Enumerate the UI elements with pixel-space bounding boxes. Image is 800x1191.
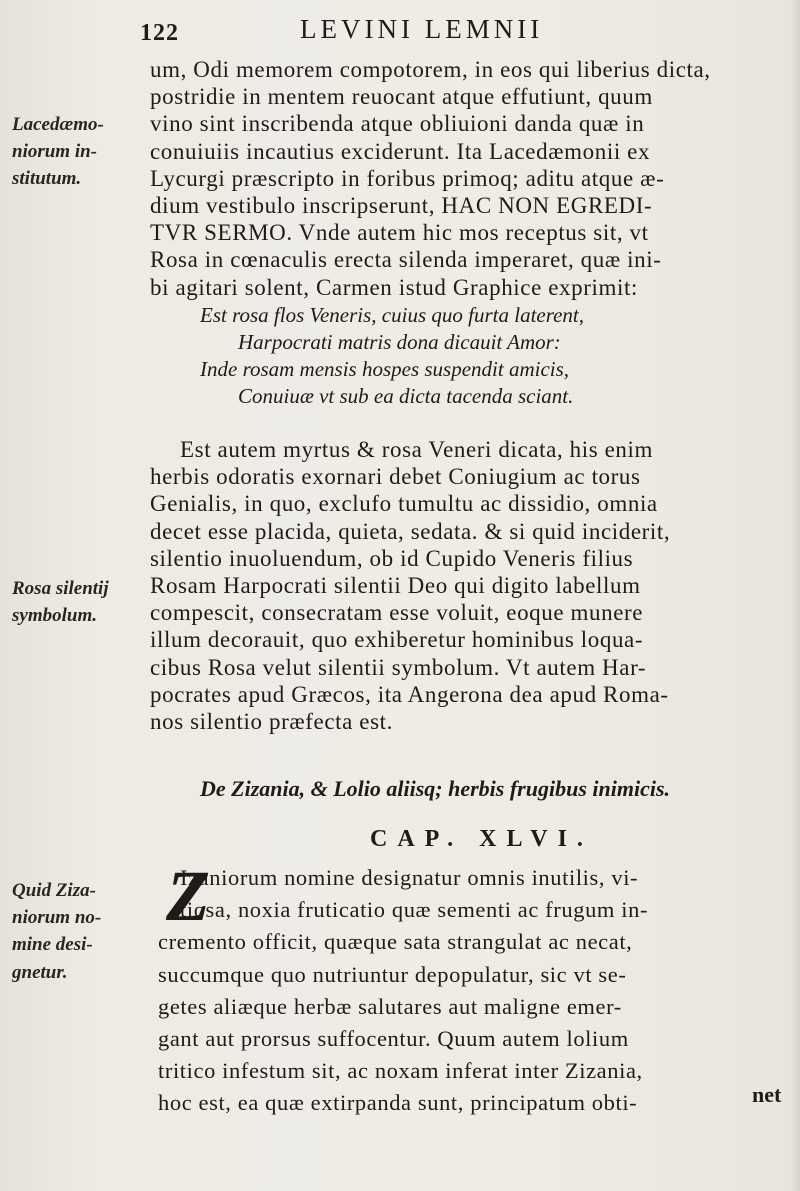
margin-note-line: stitutum. bbox=[12, 168, 82, 190]
catchword: net bbox=[752, 1082, 782, 1107]
text-line: bi agitari solent, Carmen istud Graphice exprimit: bbox=[150, 274, 638, 300]
verse-block bbox=[200, 302, 760, 410]
text-line: silentio inuoluendum, ob id Cupido Veneris filius bbox=[150, 545, 634, 571]
text-line: nos silentio præfecta est. bbox=[150, 708, 393, 734]
text-line: illum decorauit, quo exhiberetur hominibus loqua- bbox=[150, 627, 644, 653]
margin-note-line: gnetur. bbox=[12, 961, 68, 983]
text-line: um, Odi memorem compotorem, in eos qui liberius dicta, bbox=[150, 57, 711, 82]
margin-note-line: symbolum. bbox=[12, 605, 97, 627]
margin-note-line: mine desi- bbox=[12, 934, 93, 956]
margin-note-line: niorum no- bbox=[12, 907, 102, 929]
text-line: getes aliæque herbæ salutares aut maligne emer- bbox=[158, 993, 622, 1019]
drop-capital: Z bbox=[166, 856, 210, 936]
text-line: Est autem myrtus & rosa Veneri dicata, his enim bbox=[180, 437, 653, 462]
text-line: Rosam Harpocrati silentii Deo qui digito labellum bbox=[150, 572, 641, 598]
text-line: postridie in mentem reuocant atque effutiunt, quum bbox=[150, 84, 653, 110]
margin-note-lacedaemonians bbox=[12, 112, 152, 194]
verse-line: Inde rosam mensis hospes suspendit amicis, bbox=[200, 357, 570, 381]
text-line: herbis odoratis exornari debet Coniugium ac torus bbox=[150, 464, 641, 490]
margin-note-line: niorum in- bbox=[12, 141, 98, 163]
page-header bbox=[140, 14, 780, 54]
margin-note-zizania bbox=[12, 878, 152, 987]
text-line: dium vestibulo inscripserunt, HAC NON EGREDI- bbox=[150, 192, 653, 218]
text-line: tritico infestum sit, ac noxam inferat inter Zizania, bbox=[158, 1058, 643, 1084]
text-line: Genialis, in quo, exclufo tumultu ac dissidio, omnia bbox=[150, 491, 658, 517]
text-line: cibus Rosa velut silentii symbolum. Vt autem Har- bbox=[150, 654, 647, 680]
text-line: Rosa in cœnaculis erecta silenda imperaret, quæ ini- bbox=[150, 247, 662, 273]
text-line: cremento officit, quæque sata strangulat ac necat, bbox=[158, 929, 633, 955]
margin-note-line: Rosa silentij bbox=[12, 578, 109, 599]
text-line: Izaniorum nomine designatur omnis inutilis, vi- bbox=[180, 865, 639, 890]
paragraph-2 bbox=[150, 436, 780, 735]
text-line: vino sint inscribenda atque obliuioni danda quæ in bbox=[150, 111, 645, 137]
margin-note-line: Lacedæmo- bbox=[12, 114, 104, 135]
text-line: conuiuiis incautius exciderunt. Ita Lacedæmonii ex bbox=[150, 138, 651, 164]
verse-line: Conuiuæ vt sub ea dicta tacenda sciant. bbox=[238, 384, 574, 408]
margin-note-rose-silence bbox=[12, 576, 152, 630]
text-line: compescit, consecratam esse voluit, eoque munere bbox=[150, 600, 644, 626]
text-line: decet esse placida, quieta, sedata. & si quid inciderit, bbox=[150, 518, 671, 544]
text-line: tiosa, noxia fruticatio quæ sementi ac frugum in- bbox=[180, 897, 649, 923]
chapter-title: De Zizania, & Lolio aliisq; herbis frugibus inimicis. bbox=[200, 776, 671, 801]
paragraph-1 bbox=[150, 56, 780, 301]
text-line: pocrates apud Græcos, ita Angerona dea apud Roma- bbox=[150, 681, 669, 707]
text-line: TVR SERMO. Vnde autem hic mos receptus sit, vt bbox=[150, 220, 649, 246]
margin-note-line: Quid Ziza- bbox=[12, 880, 96, 901]
page-number: 122 bbox=[140, 20, 179, 46]
chapter-number: CAP. XLVI. bbox=[370, 826, 593, 852]
text-line: succumque quo nutriuntur depopulatur, sic vt se- bbox=[158, 961, 627, 987]
verse-line: Harpocrati matris dona dicauit Amor: bbox=[238, 330, 561, 354]
paragraph-3 bbox=[158, 862, 790, 1120]
page-edge-shadow bbox=[790, 0, 800, 1191]
running-head: LEVINI LEMNII bbox=[300, 14, 544, 44]
text-line: gant aut prorsus suffocentur. Quum autem lolium bbox=[158, 1025, 629, 1051]
verse-line: Est rosa flos Veneris, cuius quo furta laterent, bbox=[200, 303, 585, 327]
text-line: hoc est, ea quæ extirpanda sunt, principatum obti- bbox=[158, 1090, 638, 1116]
text-line: Lycurgi præscripto in foribus primoq; aditu atque æ- bbox=[150, 165, 665, 191]
